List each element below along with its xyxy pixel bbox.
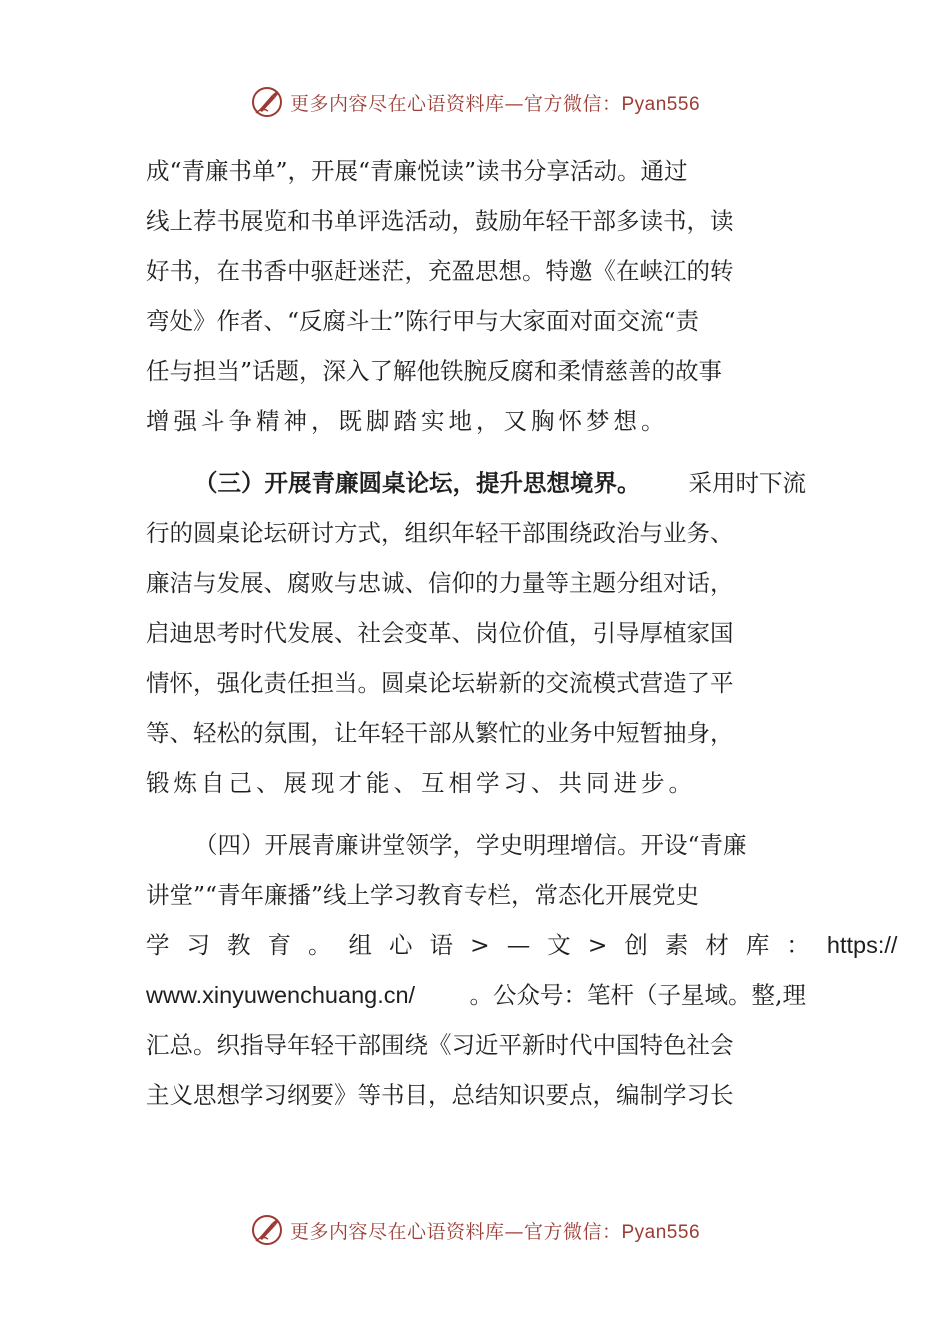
text-line: 启迪思考时代发展、社会变革、岗位价值，引导厚植家国 (146, 619, 734, 647)
section-four-heading: （四）开展青廉讲堂领学，学史明理增信。开设“青廉 (194, 831, 747, 859)
section-three-first-line (146, 458, 806, 508)
text-line: 成“青廉书单”，开展“青廉悦读”读书分享活动。通过 (146, 157, 688, 185)
text-line: 锻炼自己、展现才能、互相学习、共同进步。 (146, 769, 696, 797)
text-line: 弯处》作者、“反腐斗士”陈行甲与大家面对面交流“责 (146, 307, 700, 335)
pen-logo-icon (250, 85, 284, 119)
section-three-heading: （三）开展青廉圆桌论坛，提升思想境界。 (194, 469, 641, 497)
document-body (146, 146, 898, 1120)
text-line: 情怀，强化责任担当。圆桌论坛崭新的交流模式营造了平 (146, 669, 734, 697)
header-wechat-id: Pyan556 (621, 93, 701, 115)
text-line: 行的圆桌论坛研讨方式，组织年轻干部围绕政治与业务、 (146, 519, 734, 547)
text-fragment: 学习教育。组心语>—文>创素材库： (146, 931, 827, 959)
text-line: 汇总。织指导年轻干部围绕《习近平新时代中国特色社会 (146, 1031, 734, 1059)
text-line: 讲堂”“青年廉播”线上学习教育专栏，常态化开展党史 (146, 881, 700, 909)
text-line-with-url (146, 970, 806, 1020)
url-fragment: https:// (826, 932, 898, 958)
url-fragment: www.xinyuwenchuang.cn/ (146, 982, 416, 1008)
text-line: 线上荐书展览和书单评选活动，鼓励年轻干部多读书，读 (146, 207, 734, 235)
header-banner (0, 82, 950, 122)
text-line-with-url (146, 920, 898, 970)
header-banner-text: 更多内容尽在心语资料库—官方微信：Pyan556 (289, 92, 701, 115)
text-line: 任与担当”话题，深入了解他铁腕反腐和柔情慈善的故事 (146, 357, 723, 385)
text-line: 等、轻松的氛围，让年轻干部从繁忙的业务中短暂抽身， (146, 719, 734, 747)
pen-logo-icon (250, 1213, 284, 1247)
text-line: 好书，在书香中驱赶迷茫，充盈思想。特邀《在峡江的转 (146, 257, 734, 285)
footer-wechat-id: Pyan556 (621, 1221, 701, 1243)
footer-banner-text: 更多内容尽在心语资料库—官方微信：Pyan556 (289, 1220, 701, 1243)
text-line: 廉洁与发展、腐败与忠诚、信仰的力量等主题分组对话， (146, 569, 734, 597)
footer-banner (0, 1210, 950, 1250)
text-line: 主义思想学习纲要》等书目，总结知识要点，编制学习长 (146, 1081, 734, 1109)
text-line: 增强斗争精神，既脚踏实地，又胸怀梦想。 (146, 407, 669, 435)
section-four-first-line (146, 820, 806, 870)
text-fragment: 采用时下流 (688, 469, 806, 497)
text-fragment: 。公众号：笔杆（子星域。整,理 (469, 981, 806, 1009)
